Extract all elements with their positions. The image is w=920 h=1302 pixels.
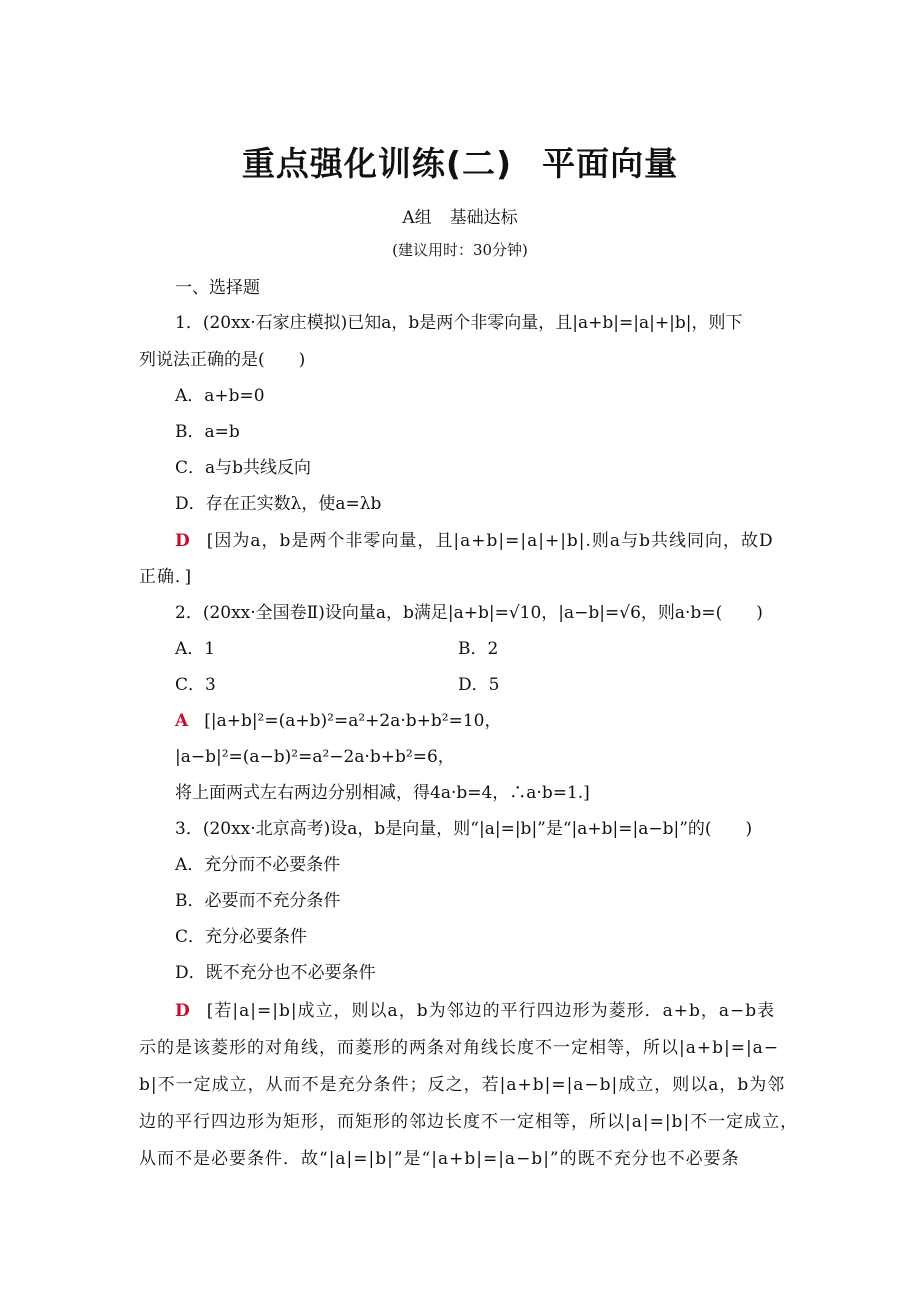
q1-answer: D bbox=[175, 531, 191, 551]
group-heading bbox=[0, 203, 920, 228]
group-label: 基础达标 bbox=[449, 208, 518, 228]
q3-expl-line2: 示的是该菱形的对角线，而菱形的两条对角线长度不一定相等，所以|a+b|=|a− bbox=[139, 1038, 780, 1058]
q1-option-b: B．a=b bbox=[175, 422, 240, 442]
q1-line2: 列说法正确的是( ) bbox=[139, 350, 306, 370]
q2-expl-line3: 将上面两式左右两边分别相减，得4a·b=4，∴a·b=1.] bbox=[175, 783, 590, 803]
q1-explanation bbox=[175, 530, 774, 552]
time-note: (建议用时：30分钟) bbox=[392, 241, 528, 259]
q1-option-a: A．a+b=0 bbox=[175, 386, 265, 406]
q2-option-c: C．3 bbox=[175, 675, 216, 695]
q2-option-a: A．1 bbox=[175, 639, 216, 659]
q2-answer: A bbox=[175, 711, 189, 731]
q3-explanation bbox=[175, 1000, 775, 1022]
group-name: A组 bbox=[402, 208, 432, 228]
q1-option-d: D．存在正实数λ，使a=λb bbox=[175, 494, 382, 514]
q2-expl-line1: [|a+b|²=(a+b)²=a²+2a·b+b²=10， bbox=[204, 711, 502, 731]
q1-expl-line1: [因为a，b是两个非零向量，且|a+b|=|a|+|b|.则a与b共线同向，故D bbox=[206, 531, 774, 551]
q3-option-c: C．充分必要条件 bbox=[175, 927, 308, 947]
q1-option-c: C．a与b共线反向 bbox=[175, 458, 312, 478]
q1-expl-line2: 正确．] bbox=[139, 567, 193, 587]
q3-option-a: A．充分而不必要条件 bbox=[175, 855, 341, 875]
q3-expl-line1: [若|a|=|b|成立，则以a，b为邻边的平行四边形为菱形．a+b，a−b表 bbox=[206, 1001, 776, 1021]
q3-expl-line5: 从而不是必要条件．故“|a|=|b|”是“|a+b|=|a−b|”的既不充分也不必要条 bbox=[139, 1149, 740, 1169]
q2-line1: 2．(20xx·全国卷Ⅱ)设向量a，b满足|a+b|=√10，|a−b|=√6，则a·b=( ) bbox=[175, 603, 763, 623]
q3-option-d: D．既不充分也不必要条件 bbox=[175, 963, 376, 983]
q2-options-row1 bbox=[175, 638, 215, 660]
q3-answer: D bbox=[175, 1001, 191, 1021]
q3-expl-line3: b|不一定成立，从而不是充分条件；反之，若|a+b|=|a−b|成立，则以a，b为邻 bbox=[139, 1075, 786, 1095]
q2-option-b: B．2 bbox=[458, 639, 499, 659]
q1-line1: 1．(20xx·石家庄模拟)已知a，b是两个非零向量，且|a+b|=|a|+|b|，则下 bbox=[175, 313, 743, 333]
title-sub: 平面向量 bbox=[542, 144, 679, 183]
title-main: 重点强化训练(二) bbox=[241, 144, 513, 183]
q2-explanation bbox=[175, 710, 501, 732]
section-heading: 一、选择题 bbox=[175, 278, 260, 298]
q2-expl-line2: |a−b|²=(a−b)²=a²−2a·b+b²=6， bbox=[175, 747, 455, 767]
q3-option-b: B．必要而不充分条件 bbox=[175, 891, 341, 911]
q3-line1: 3．(20xx·北京高考)设a，b是向量，则“|a|=|b|”是“|a+b|=|a−b|”的( ) bbox=[175, 819, 753, 839]
q2-option-d: D．5 bbox=[458, 675, 500, 695]
q3-expl-line4: 边的平行四边形为矩形，而矩形的邻边长度不一定相等，所以|a|=|b|不一定成立， bbox=[139, 1112, 799, 1132]
page-title bbox=[0, 138, 920, 185]
